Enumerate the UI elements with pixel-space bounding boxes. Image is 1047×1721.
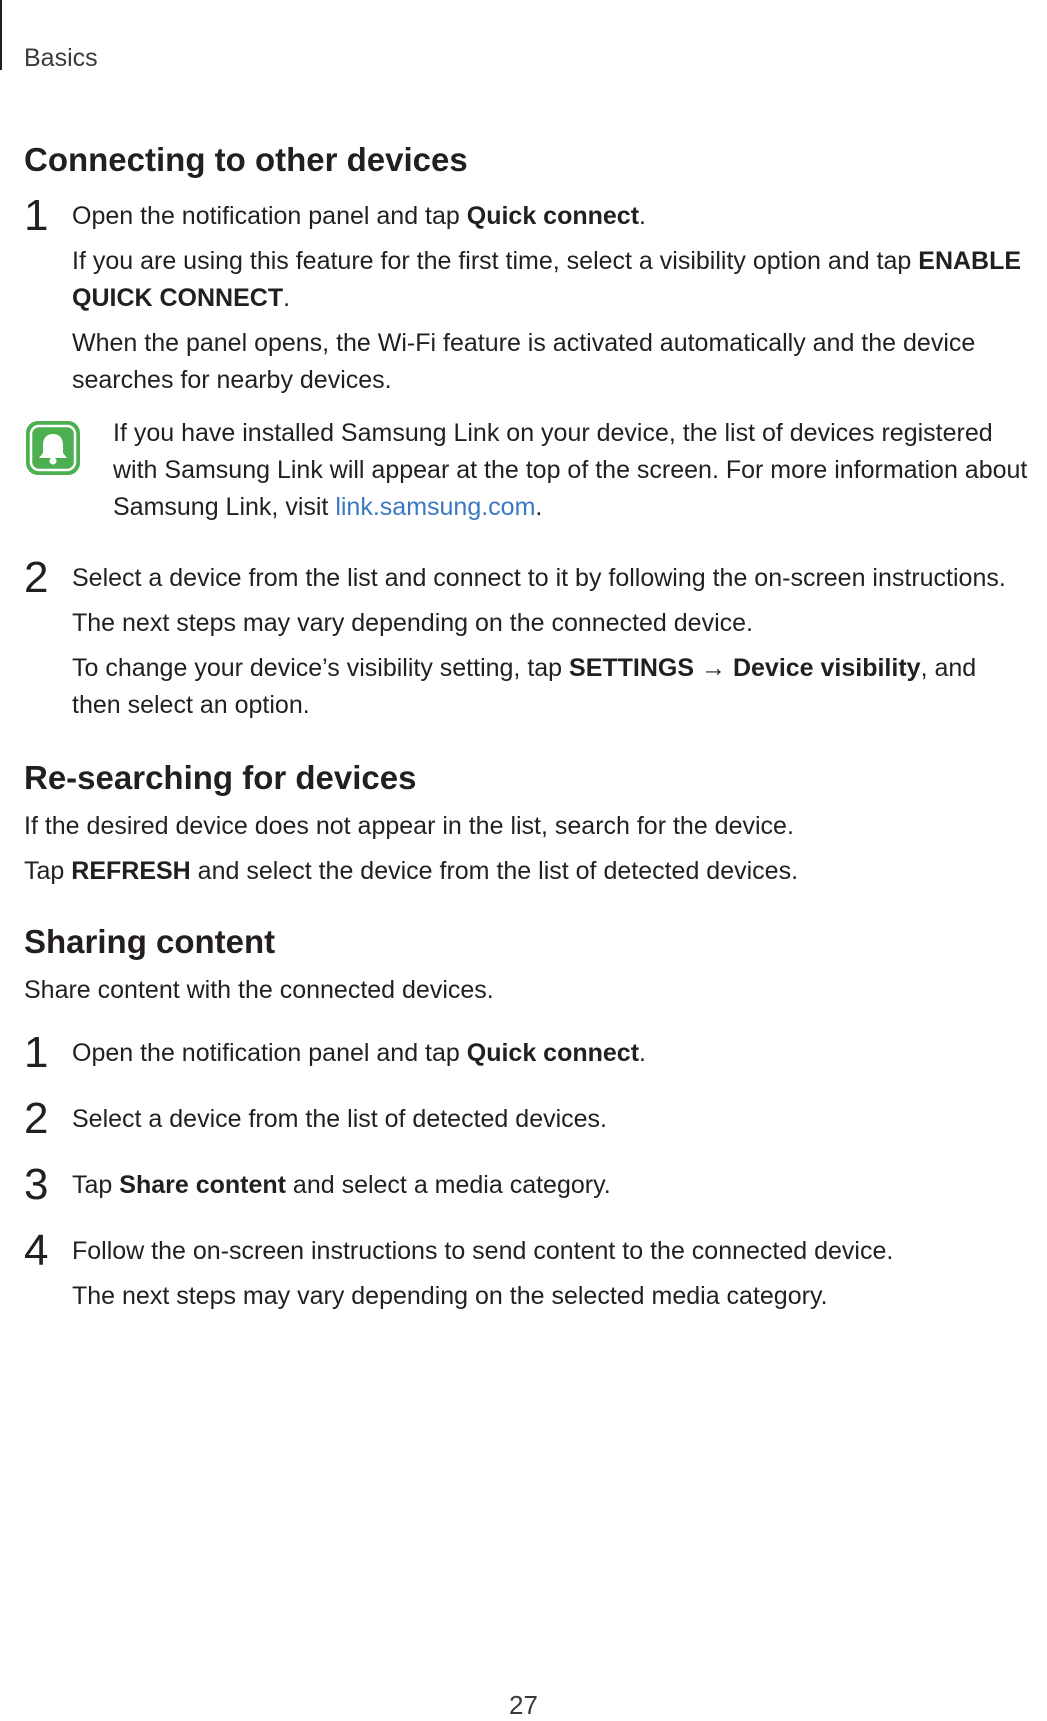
section-title-connecting: Connecting to other devices [24,141,468,178]
paragraph: Share content with the connected devices. [24,976,494,1004]
step-number: 2 [24,1094,49,1143]
settings-label: SETTINGS [569,654,695,682]
share-content-label: Share content [119,1171,286,1199]
step-number: 2 [24,553,49,602]
samsung-link[interactable]: link.samsung.com [335,493,536,521]
note-box [24,415,1029,526]
step-number: 3 [24,1160,49,1209]
refresh-label: REFRESH [71,857,191,885]
step-subtext: To change your device’s visibility setting, tap SETTINGS → Device visibility, and then select an option. [72,654,977,719]
connect-step-1 [24,191,1029,399]
paragraph: If the desired device does not appear in the list, search for the device. [24,812,794,840]
step-text: Tap Share content and select a media category. [72,1171,611,1199]
paragraph: Tap REFRESH and select the device from the list of detected devices. [24,857,799,885]
note-text: If you have installed Samsung Link on your device, the list of devices registered with Samsung Link will appear at the top of the screen. For more information about Samsung Link, visit link.samsung.com. [113,419,1028,521]
share-step-3 [24,1160,1029,1209]
step-text: Open the notification panel and tap Quick connect. [72,1039,646,1067]
arrow: → [694,654,733,682]
step-subtext: If you are using this feature for the first time, select a visibility option and tap ENABLE QUICK CONNECT. [72,247,1022,312]
step-text: Open the notification panel and tap Quick connect. [72,202,646,230]
step-number: 1 [24,191,49,240]
step-number: 4 [24,1226,49,1275]
enable-quick-connect-label: ENABLE QUICK CONNECT [72,247,1022,312]
step-number: 1 [24,1028,49,1077]
share-step-4 [24,1226,1029,1315]
quick-connect-label: Quick connect [466,1039,640,1067]
step-text: Follow the on-screen instructions to send content to the connected device. [72,1237,894,1265]
step-subtext: The next steps may vary depending on the selected media category. [72,1282,828,1310]
step-text: Select a device from the list of detected devices. [72,1105,607,1133]
section-title-researching: Re-searching for devices [24,759,417,796]
connect-step-2 [24,553,1029,724]
margin-rule [0,0,2,70]
share-step-2 [24,1094,1029,1143]
section-title-sharing: Sharing content [24,923,276,960]
device-visibility-label: Device visibility [732,654,921,682]
step-subtext: When the panel opens, the Wi-Fi feature is activated automatically and the device searches for nearby devices. [72,329,976,394]
running-header: Basics [24,44,98,72]
bell-icon [24,419,82,477]
share-step-1 [24,1028,1029,1077]
step-subtext: The next steps may vary depending on the connected device. [72,609,753,637]
page-content [24,140,1029,1315]
page-number: 27 [509,1690,538,1720]
quick-connect-label: Quick connect [466,202,640,230]
step-text: Select a device from the list and connect to it by following the on-screen instructions. [72,564,1006,592]
